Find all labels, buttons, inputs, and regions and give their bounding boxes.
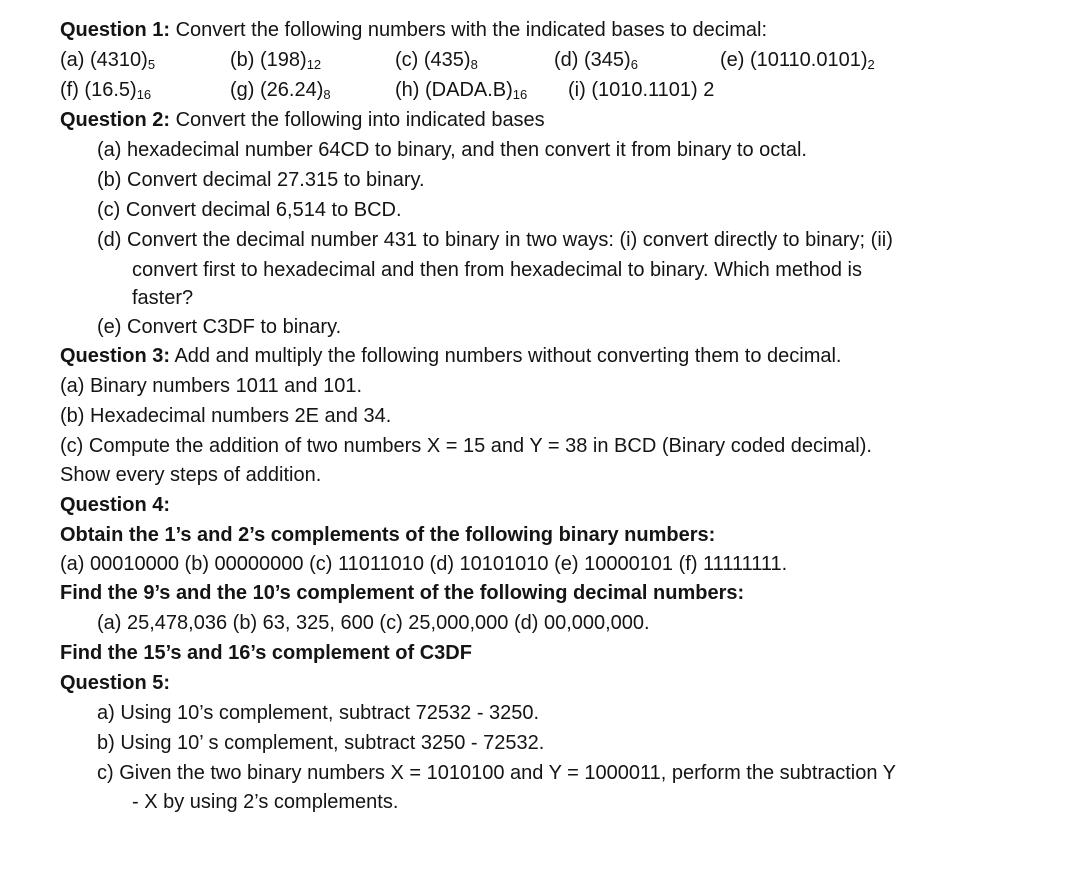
q1-item-f: (f) $(16.5)_{16}$ xyxy=(60,79,152,102)
q1-item-h: (h) $(DADA.B)_{16}$ xyxy=(395,79,528,102)
q3-heading xyxy=(60,344,841,368)
q3-item-a: (a) Binary numbers 1011 and 101. xyxy=(60,375,363,397)
q1-label: Question 1: xyxy=(60,19,171,41)
q1-row2 xyxy=(60,78,1020,102)
q5-item-a: a) Using 10’s complement, subtract 72532 - 3250. xyxy=(97,702,540,724)
q2-item-d-cont-1: convert first to hexadecimal and then from hexadecimal to binary. Which method is xyxy=(132,259,862,281)
q3-item-c: (c) Compute the addition of two numbers X = 15 and Y = 38 in BCD (Binary coded decimal). xyxy=(60,435,872,457)
q3-text: Add and multiply the following numbers without converting them to decimal. xyxy=(170,345,842,367)
q1-item-c: (c) $(435)_8$ xyxy=(395,49,478,72)
q5-item-b: b) Using 10’ s complement, subtract 3250 - 72532. xyxy=(97,732,545,754)
q1-row1 xyxy=(60,48,1020,72)
q4-heading-3: Find the 15’s and 16’s complement of C3DF xyxy=(60,642,472,664)
q2-heading xyxy=(60,108,545,132)
q1-text: Convert the following numbers with the indicated bases to decimal: xyxy=(170,19,767,41)
q1-heading xyxy=(60,18,767,42)
q1-item-b: (b) $(198)_{12}$ xyxy=(230,49,322,72)
q3-item-c-cont: Show every steps of addition. xyxy=(60,464,322,486)
q2-item-c: (c) Convert decimal 6,514 to BCD. xyxy=(97,199,402,221)
q4-decimal-list: (a) 25,478,036 (b) 63, 325, 600 (c) 25,000,000 (d) 00,000,000. xyxy=(97,612,650,634)
q5-label: Question 5: xyxy=(60,672,171,694)
q1-item-d: (d) $(345)_6$ xyxy=(554,49,638,72)
q4-binary-list: (a) 00010000 (b) 00000000 (c) 11011010 (d) 10101010 (e) 10000101 (f) 11111111. xyxy=(60,553,788,575)
q2-item-a: (a) hexadecimal number 64CD to binary, and then convert it from binary to octal. xyxy=(97,139,807,161)
q4-heading-2: Find the 9’s and the 10’s complement of the following decimal numbers: xyxy=(60,582,745,604)
q2-item-e: (e) Convert C3DF to binary. xyxy=(97,316,342,338)
q5-item-c-cont: - X by using 2’s complements. xyxy=(132,791,399,813)
q2-label: Question 2: xyxy=(60,109,171,131)
q1-item-g: (g) $(26.24)_8$ xyxy=(230,79,331,102)
q2-item-b: (b) Convert decimal 27.315 to binary. xyxy=(97,169,425,191)
q1-item-e: (e) $(10110.0101)_2$ xyxy=(720,49,875,72)
q1-item-i: (i) (1010.1101) 2 xyxy=(568,79,715,101)
q3-item-b: (b) Hexadecimal numbers 2E and 34. xyxy=(60,405,392,427)
q1-item-a: (a) $(4310)_5$ xyxy=(60,49,156,72)
q4-heading-1: Obtain the 1’s and 2’s complements of the following binary numbers: xyxy=(60,524,716,546)
q2-text: Convert the following into indicated bases xyxy=(170,109,545,131)
q4-label: Question 4: xyxy=(60,494,171,516)
q5-item-c: c) Given the two binary numbers X = 1010100 and Y = 1000011, perform the subtraction Y xyxy=(97,762,897,784)
q2-item-d-cont-2: faster? xyxy=(132,287,194,309)
q3-label: Question 3: xyxy=(60,345,171,367)
q2-item-d: (d) Convert the decimal number 431 to binary in two ways: (i) convert directly to binary; (ii) xyxy=(97,229,893,251)
